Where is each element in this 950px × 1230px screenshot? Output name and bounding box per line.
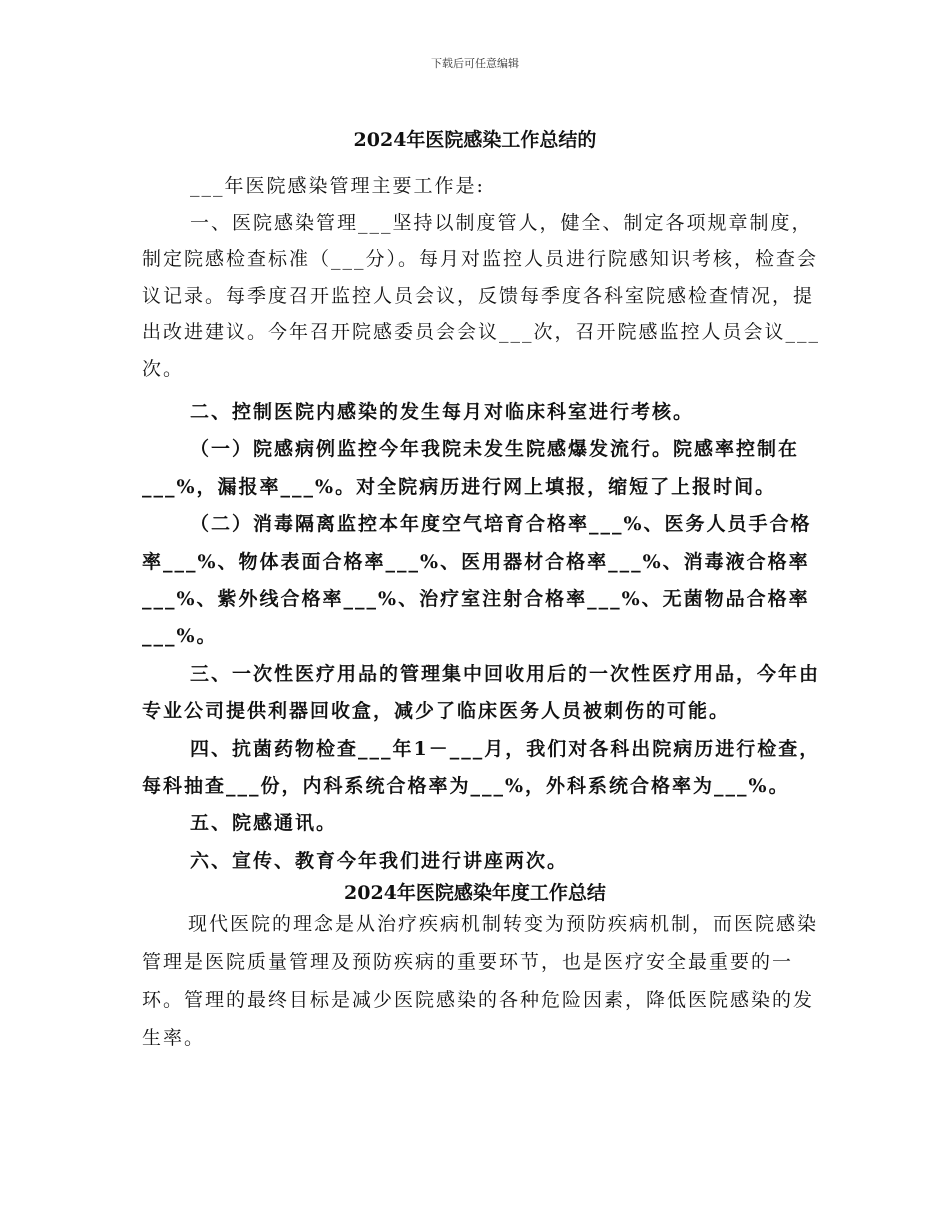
section-infection-control (142, 394, 822, 880)
item-five-paragraph: 五、院感通讯。 (190, 812, 338, 835)
section-management (142, 168, 822, 387)
section-annual-summary (142, 905, 822, 1057)
disinfection-paragraph: （二）消毒隔离监控本年度空气培育合格率___%、医务人员手合格率___%、物体表面合格率___%、医用器材合格率___%、消毒液合格率___%、紫外线合格率___%、治疗室注射合格率___%、无菌物品合格率___%。 (142, 513, 812, 648)
annual-summary-paragraph: 现代医院的理念是从治疗疾病机制转变为预防疾病机制，而医院感染管理是医院质量管理及预防疾病的重要环节，也是医疗安全最重要的一环。管理的最终目标是减少医院感染的各种危险因素，降低医院感染的发生率。 (142, 913, 819, 1049)
item-three-paragraph: 三、一次性医疗用品的管理集中回收用后的一次性医疗用品，今年由专业公司提供利器回收盒，减少了临床医务人员被刺伤的可能。 (142, 662, 821, 723)
item-four-paragraph: 四、抗菌药物检查___年1－___月，我们对各科出院病历进行检查，每科抽查___份，内科系统合格率为___%，外科系统合格率为___%。 (142, 737, 821, 798)
document-subtitle: 2024年医院感染年度工作总结 (344, 882, 606, 904)
item-one-paragraph: 一、医院感染管理___坚持以制度管人，健全、制定各项规章制度，制定院感检查标准（___分）。每月对监控人员进行院感知识考核，检查会议记录。每季度召开监控人员会议，反馈每季度各科室院感检查情况，提出改进建议。今年召开院感委员会会议___次，召开院感监控人员会议___次。 (142, 211, 821, 380)
case-monitoring-paragraph: （一）院感病例监控今年我院未发生院感爆发流行。院感率控制在___%，漏报率___%。对全院病历进行网上填报，缩短了上报时间。 (142, 438, 800, 498)
header-note: 下载后可任意编辑 (431, 57, 519, 70)
item-six-paragraph: 六、宣传、教育今年我们进行讲座两次。 (190, 849, 569, 872)
item-two-heading: 二、控制医院内感染的发生每月对临床科室进行考核。 (190, 401, 695, 423)
intro-paragraph: ___年医院感染管理主要工作是: (190, 175, 485, 197)
document-title: 2024年医院感染工作总结的 (353, 129, 597, 151)
